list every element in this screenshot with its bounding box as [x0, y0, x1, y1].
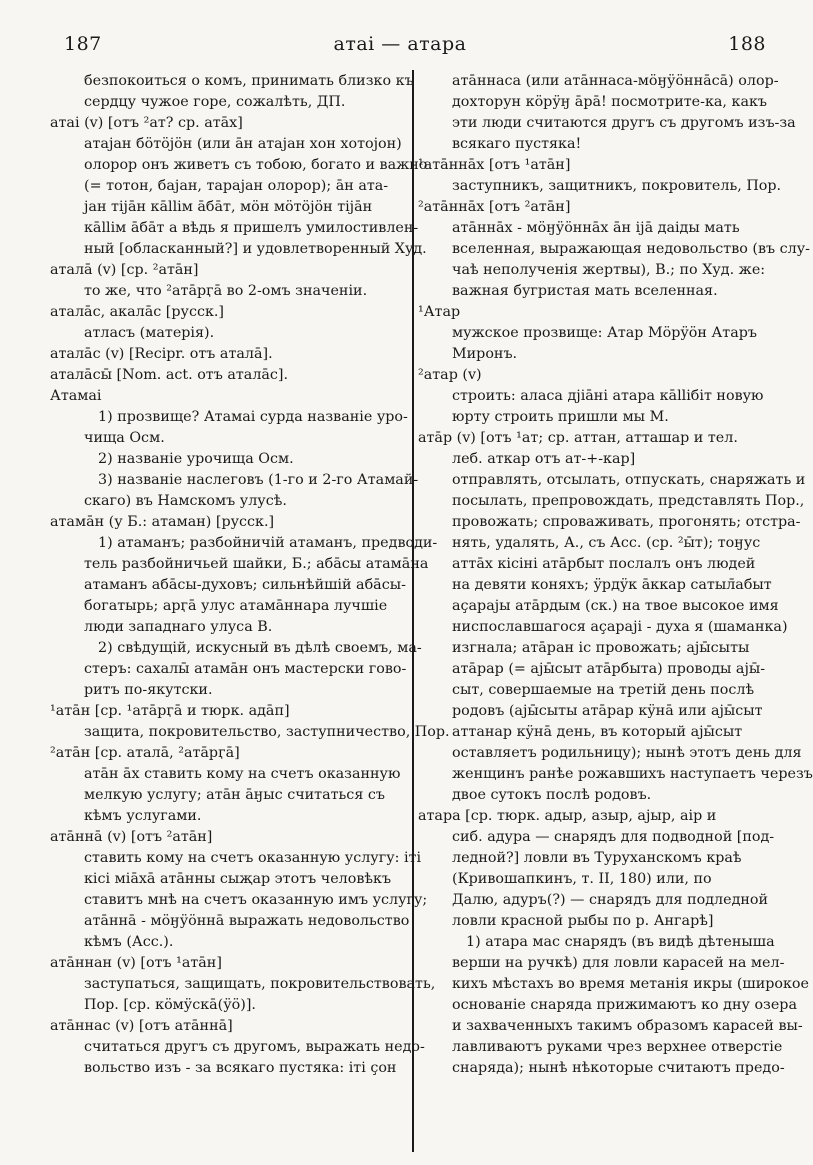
dictionary-line: кихъ мѣстахъ во время метанія икры (широкое: [452, 976, 809, 992]
dictionary-line: вольство изъ - за всякаго пустяка: іті ҫон: [84, 1060, 397, 1076]
dictionary-line: ловли красной рыбы по р. Ангарѣ]: [452, 913, 714, 929]
dictionary-line: аттанар кӱнā день, въ который ајы̄сыт: [452, 724, 743, 740]
dictionary-line: снаряда); нынѣ нѣкоторые считаютъ предо-: [452, 1060, 785, 1076]
dictionary-line: родовъ (ајы̄сыты атāрар кӱнā или ајы̄сыт: [452, 703, 763, 719]
dictionary-line: јан тіјāн кāllім āбāт, мӧн мӧтӧјӧн тіјāн: [84, 199, 373, 215]
dictionary-line: дохторун кӧрӱӈ āрā! посмотрите-ка, какъ: [452, 94, 767, 110]
running-header: [0, 33, 800, 61]
dictionary-line: Атамаі: [50, 388, 102, 404]
dictionary-line: ¹Атар: [418, 304, 461, 320]
dictionary-line: изгнала; атāран іс провожать; ајы̄сыты: [452, 640, 750, 656]
dictionary-line: Далю, адуръ(?) — снарядъ для подледной: [452, 892, 769, 908]
dictionary-line: (Кривошапкинъ, т. II, 180) или, по: [452, 871, 712, 887]
dictionary-line: заступаться, защищать, покровительствовать,: [84, 976, 436, 992]
dictionary-line: основаніе снаряда прижимаютъ ко дну озера: [452, 997, 797, 1013]
dictionary-line: скаго) въ Намскомъ улусѣ.: [84, 493, 287, 509]
dictionary-line: атāрар (= ајы̄сыт атāрбыта) проводы ајы̄-: [452, 661, 766, 677]
dictionary-line: чаѣ неполученія жертвы), В.; по Худ. же:: [452, 262, 766, 278]
dictionary-line: то же, что ²атāрӷā во 2-омъ значеніи.: [84, 283, 368, 299]
dictionary-line: отправлять, отсылать, отпускать, снаряжать и: [452, 472, 806, 488]
dictionary-line: ниспославшагося аҫарајі - духа я (шаманка): [452, 619, 788, 635]
dictionary-line: женщинъ ранѣе рожавшихъ наступаетъ черезъ: [452, 766, 813, 782]
dictionary-line: атāннаса (или атāннаса-мӧӈӱӧннāсā) олор-: [452, 73, 779, 89]
dictionary-line: сиб. адура — снарядъ для подводной [под-: [452, 829, 775, 845]
dictionary-line: атāн āх ставить кому на счетъ оказанную: [84, 766, 401, 782]
dictionary-line: ставить кому на счетъ оказанную услугу: іті: [84, 850, 422, 866]
dictionary-line: на девяти коняхъ; ӱрдӱк āккар сатыл̄абыт: [452, 577, 772, 593]
dictionary-line: ледной?] ловли въ Туруханскомъ краѣ: [452, 850, 742, 866]
dictionary-line: атамāн (у Б.: атаман) [русск.]: [50, 514, 275, 530]
dictionary-line: кѣмъ услугами.: [84, 808, 202, 824]
dictionary-line: атāр (v) [отъ ¹ат; ср. аттан, атташар и тел.: [418, 430, 738, 446]
dictionary-line: мелкую услугу; атāн āӈыс считаться съ: [84, 787, 385, 803]
dictionary-line: вселенная, выражающая недовольство (въ слу-: [452, 241, 810, 257]
dictionary-line: ставитъ мнѣ на счетъ оказанную имъ услугу;: [84, 892, 428, 908]
dictionary-line: атајан бӧтӧјӧн (или āн атајан хон хотојон): [84, 136, 402, 152]
dictionary-line: аталāс (v) [Recipr. отъ аталā].: [50, 346, 273, 362]
dictionary-line: мужское прозвище: Атар Мӧрӱӧн Атаръ: [452, 325, 757, 341]
dictionary-line: стеръ: сахалы̄ атамāн онъ мастерски гово-: [84, 661, 407, 677]
page-number-right: 188: [728, 33, 766, 55]
dictionary-line: считаться другъ съ другомъ, выражать недо-: [84, 1039, 425, 1055]
dictionary-line: сердцу чужое горе, сожалѣть, ДП.: [84, 94, 346, 110]
dictionary-line: сыт, совершаемые на третій день послѣ: [452, 682, 755, 698]
dictionary-line: провожать; спроваживать, прогонять; отстра-: [452, 514, 801, 530]
dictionary-line: богатырь; арӷā улус атамāннара лучшіе: [84, 598, 388, 614]
dictionary-line: кѣмъ (Асс.).: [84, 934, 174, 950]
dictionary-line: чища Осм.: [84, 430, 165, 446]
dictionary-line: аталā (v) [ср. ²атāн]: [50, 262, 199, 278]
dictionary-line: посылать, препровождать, представлять Пор.,: [452, 493, 805, 509]
dictionary-line: защита, покровительство, заступничество, Пор.: [84, 724, 450, 740]
dictionary-line: 2) названіе урочища Осм.: [98, 451, 294, 467]
dictionary-line: ный [обласканный?] и удовлетворенный Худ.: [84, 241, 427, 257]
dictionary-line: аталāсы̄ [Nom. act. отъ аталāс].: [50, 367, 289, 383]
dictionary-line: лавливаютъ руками чрез верхнее отверстіе: [452, 1039, 783, 1055]
dictionary-line: атласъ (матерія).: [84, 325, 215, 341]
dictionary-line: атāннан (v) [отъ ¹атāн]: [50, 955, 222, 971]
dictionary-line: атаманъ абāсы-духовъ; сильнѣйшій абāсы-: [84, 577, 406, 593]
dictionary-line: тель разбойничьей шайки, Б.; абāсы атамāна: [84, 556, 429, 572]
dictionary-line: атāннāх - мӧӈӱӧннāх āн іјā даіды мать: [452, 220, 740, 236]
dictionary-line: атāннā - мӧӈӱӧннā выражать недовольство: [84, 913, 410, 929]
dictionary-line: аҫарајы атāрдым (ск.) на твое высокое имя: [452, 598, 779, 614]
dictionary-line: атара [ср. тюрк. адыр, азыр, ајыр, аір и: [418, 808, 717, 824]
dictionary-line: 1) атаманъ; разбойничій атаманъ, предводи-: [98, 535, 438, 551]
dictionary-line: 2) свѣдущій, искусный въ дѣлѣ своемъ, ма-: [98, 640, 422, 656]
right-column: [418, 71, 813, 1079]
dictionary-line: эти люди считаются другъ съ другомъ изъ-за: [452, 115, 796, 131]
dictionary-line: Пор. [ср. кӧмӱскā(ӱӧ)].: [84, 997, 256, 1013]
dictionary-line: 1) атара мас снарядъ (въ видѣ дѣтеныша: [466, 934, 775, 950]
dictionary-line: ²атāн [ср. аталā, ²атāрӷā]: [50, 745, 240, 761]
dictionary-line: кісі міāхā атāнны сыҗар этотъ человѣкъ: [84, 871, 392, 887]
dictionary-line: атāннā (v) [отъ ²атāн]: [50, 829, 213, 845]
dictionary-line: оставляетъ родильницу); нынѣ этотъ день для: [452, 745, 802, 761]
dictionary-line: люди западнаго улуса В.: [84, 619, 273, 635]
dictionary-line: атаі (v) [отъ ²ат? ср. атāх]: [50, 115, 243, 131]
dictionary-line: ритъ по-якутски.: [84, 682, 213, 698]
dictionary-line: 3) названіе наслеговъ (1-го и 2-го Атамай-: [98, 472, 419, 488]
dictionary-line: двое сутокъ послѣ родовъ.: [452, 787, 652, 803]
dictionary-line: леб. аткар отъ ат-+-кар]: [452, 451, 636, 467]
dictionary-line: (= тотон, бајан, тарајан олорор); āн ата-: [84, 178, 389, 194]
dictionary-line: юрту строить пришли мы М.: [452, 409, 669, 425]
dictionary-line: аталāс, акалāс [русск.]: [50, 304, 225, 320]
header-title: атаі — атара: [333, 33, 467, 55]
dictionary-line: и захваченныхъ такимъ образомъ карасей вы-: [452, 1018, 803, 1034]
dictionary-line: аттāх кісіні атāрбыт послалъ онъ людей: [452, 556, 756, 572]
dictionary-line: нять, удалять, А., съ Асс. (ср. ²ы̄т); тоӈус: [452, 535, 761, 551]
dictionary-line: ¹атāн [ср. ¹атāрӷā и тюрк. адāп]: [50, 703, 290, 719]
dictionary-line: верши на ручкѣ) для ловли карасей на мел-: [452, 955, 785, 971]
dictionary-line: кāllім āбāт а вѣдь я пришелъ умилостивлен-: [84, 220, 419, 236]
dictionary-line: важная бугристая мать вселенная.: [452, 283, 718, 299]
dictionary-line: ¹атāннāх [отъ ¹атāн]: [418, 157, 571, 173]
dictionary-line: заступникъ, защитникъ, покровитель, Пор.: [452, 178, 782, 194]
dictionary-line: всякаго пустяка!: [452, 136, 582, 152]
dictionary-line: ²атāннāх [отъ ²атāн]: [418, 199, 571, 215]
dictionary-line: безпокоиться о комъ, принимать близко къ: [84, 73, 414, 89]
dictionary-line: Миронъ.: [452, 346, 518, 362]
dictionary-line: ²атар (v): [418, 367, 482, 383]
dictionary-line: олорор онъ живетъ съ тобою, богато и важно: [84, 157, 428, 173]
dictionary-line: строить: аласа дјіāні атара кāllібіт новую: [452, 388, 764, 404]
page-number-left: 187: [64, 33, 102, 55]
dictionary-line: 1) прозвище? Атамаі сурда названіе уро-: [98, 409, 408, 425]
dictionary-line: атāннас (v) [отъ атāннā]: [50, 1018, 233, 1034]
